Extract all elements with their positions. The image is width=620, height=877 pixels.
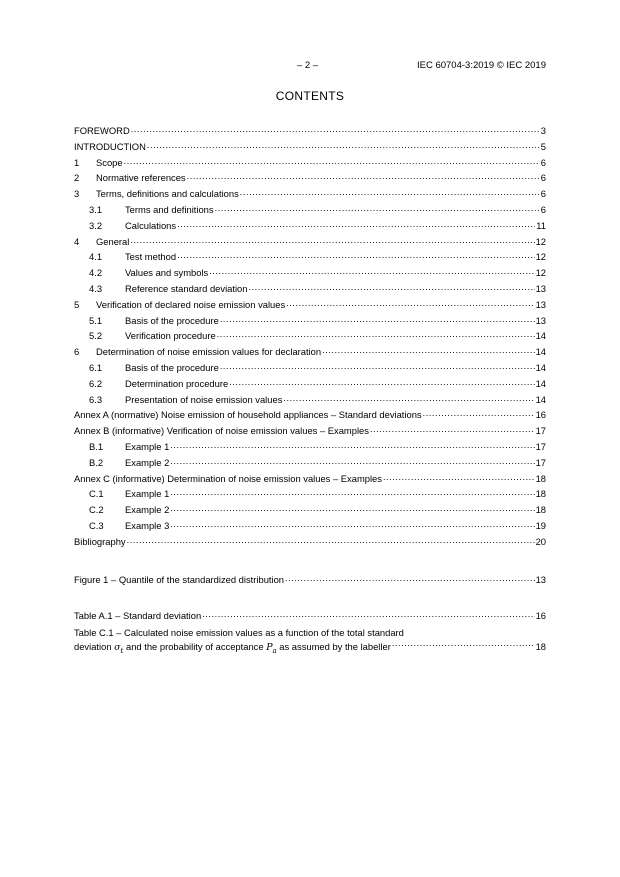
toc-entry-text: Terms and definitions	[125, 203, 214, 215]
toc-entry-page: 20	[535, 535, 546, 547]
leader-dots	[229, 376, 534, 387]
toc-entry-page: 14	[535, 393, 546, 405]
leader-dots	[127, 534, 535, 545]
toc-entry-number: 2	[74, 172, 80, 184]
toc-entry-page: 19	[535, 519, 546, 531]
leader-dots	[170, 455, 534, 466]
toc-entry-text: Terms, definitions and calculations	[96, 188, 239, 200]
toc-entry-text: Example 1	[125, 440, 170, 452]
toc-entry-number: 6.1	[89, 361, 103, 373]
toc-entry-number: 6.3	[89, 393, 103, 405]
list-of-tables	[74, 608, 546, 658]
toc-entry[interactable]	[74, 502, 546, 518]
sigma-symbol: σ	[114, 641, 121, 653]
toc-entry-number: 6.2	[89, 377, 103, 389]
text-fragment: as assumed by the labeller	[276, 640, 391, 652]
toc-entry[interactable]	[74, 344, 546, 360]
toc-entry-text: Figure 1 – Quantile of the standardized distribution	[74, 574, 285, 585]
leader-dots	[147, 139, 540, 150]
toc-entry-page: 13	[535, 298, 546, 310]
toc-entry-number: C.1	[89, 488, 104, 500]
toc-entry-text: Verification procedure	[125, 330, 216, 342]
toc-entry-text: Presentation of noise emission values	[125, 393, 283, 405]
toc-entry-number: 4	[74, 235, 80, 247]
toc-entry[interactable]	[74, 265, 546, 281]
toc-entry[interactable]	[74, 376, 546, 392]
toc-entry-page: 6	[540, 203, 546, 215]
toc-entry-text: Normative references	[96, 172, 186, 184]
leader-dots	[177, 218, 535, 229]
leader-dots	[177, 249, 534, 260]
toc-entry-text: Calculations	[125, 219, 177, 231]
leader-dots	[392, 639, 535, 650]
toc-entry-page: 18	[535, 504, 546, 516]
leader-dots	[220, 360, 535, 371]
toc-entry[interactable]	[74, 155, 546, 171]
toc-entry-table-a1[interactable]	[74, 608, 546, 624]
toc-entry-page: 14	[535, 377, 546, 389]
toc-entry-page: 14	[535, 330, 546, 342]
toc-entry[interactable]	[74, 392, 546, 408]
toc-entry-text: Example 1	[125, 488, 170, 500]
toc-entry-number: 3	[74, 188, 80, 200]
toc-entry-text: Scope	[96, 156, 123, 168]
toc-entry-number: 4.3	[89, 282, 103, 294]
leader-dots	[220, 313, 535, 324]
header-page-number: – 2 –	[297, 60, 319, 71]
toc-entry-number: 4.2	[89, 267, 103, 279]
toc-entry-page: 6	[540, 172, 546, 184]
page-title: CONTENTS	[275, 89, 345, 103]
toc-entry[interactable]	[74, 407, 546, 423]
leader-dots	[423, 407, 535, 418]
toc-entry-text: Values and symbols	[125, 267, 209, 279]
toc-entry[interactable]	[74, 313, 546, 329]
toc-entry-table-c1[interactable]	[74, 626, 546, 658]
leader-dots	[131, 123, 540, 134]
toc-entry-page: 6	[540, 188, 546, 200]
toc-entry[interactable]	[74, 170, 546, 186]
toc-entry-page: 5	[540, 140, 546, 152]
toc-entry[interactable]	[74, 328, 546, 344]
toc-entry[interactable]	[74, 218, 546, 234]
toc-entry-text: Reference standard deviation	[125, 282, 248, 294]
toc-entry-page: 17	[535, 456, 546, 468]
toc-entry-page: 13	[535, 574, 546, 585]
toc-entry-page: 16	[535, 409, 546, 421]
text-fragment: deviation	[74, 640, 115, 652]
toc-entry-page: 14	[535, 346, 546, 358]
toc-entry-text: Test method	[125, 251, 177, 263]
table-of-contents	[74, 123, 546, 550]
leader-dots	[202, 608, 534, 619]
leader-dots	[322, 344, 534, 355]
toc-entry-text: Table A.1 – Standard deviation	[74, 610, 202, 621]
toc-entry-text-line2	[74, 640, 391, 658]
toc-entry-text: Example 3	[125, 519, 170, 531]
toc-entry[interactable]	[74, 455, 546, 471]
subscript: a	[272, 646, 277, 655]
toc-entry-page: 18	[535, 472, 546, 484]
toc-entry-page: 12	[535, 235, 546, 247]
leader-dots	[215, 202, 540, 213]
toc-entry-text: Basis of the procedure	[125, 314, 219, 326]
toc-entry-text: Determination of noise emission values for declaration	[96, 346, 322, 358]
toc-entry-text: INTRODUCTION	[74, 140, 146, 152]
toc-entry-number: B.2	[89, 456, 104, 468]
toc-entry-text: Example 2	[125, 504, 170, 516]
toc-entry-text: General	[96, 235, 130, 247]
toc-entry[interactable]	[74, 234, 546, 250]
toc-entry-number: 3.2	[89, 219, 103, 231]
toc-entry[interactable]	[74, 486, 546, 502]
leader-dots	[170, 486, 534, 497]
header-document-id: IEC 60704-3:2019 © IEC 2019	[416, 60, 546, 71]
leader-dots	[209, 265, 534, 276]
toc-entry[interactable]	[74, 139, 546, 155]
toc-entry-page: 11	[536, 219, 546, 231]
toc-entry-page: 18	[535, 640, 546, 652]
leader-dots	[286, 297, 534, 308]
toc-entry-number: 5.2	[89, 330, 103, 342]
toc-entry[interactable]	[74, 249, 546, 265]
toc-entry-page: 12	[535, 251, 546, 263]
toc-entry-text: Annex C (informative) Determination of noise emission values – Examples	[74, 472, 382, 484]
toc-entry-number: 5	[74, 298, 80, 310]
toc-entry-text: Bibliography	[74, 535, 126, 547]
toc-entry-number: 3.1	[89, 203, 103, 215]
toc-entry-page: 14	[535, 361, 546, 373]
toc-entry-page: 13	[535, 282, 546, 294]
toc-entry[interactable]	[74, 423, 546, 439]
leader-dots	[170, 518, 534, 529]
toc-entry-text: FOREWORD	[74, 125, 130, 136]
toc-entry-text: Annex A (normative) Noise emission of household appliances – Standard deviations	[74, 409, 422, 421]
toc-entry-number: 4.1	[89, 251, 103, 263]
toc-entry-page: 18	[535, 488, 546, 500]
toc-entry-page: 12	[535, 267, 546, 279]
leader-dots	[124, 155, 540, 166]
toc-entry[interactable]	[74, 518, 546, 534]
toc-entry[interactable]	[74, 186, 546, 202]
toc-entry-text: Basis of the procedure	[125, 361, 219, 373]
toc-entry-number: C.3	[89, 519, 104, 531]
text-fragment: and the probability of acceptance	[123, 640, 267, 652]
leader-dots	[170, 502, 534, 513]
toc-entry[interactable]	[74, 572, 546, 588]
leader-dots	[240, 186, 540, 197]
leader-dots	[383, 471, 535, 482]
leader-dots	[217, 328, 535, 339]
toc-entry[interactable]	[74, 534, 546, 550]
leader-dots	[248, 281, 534, 292]
leader-dots	[187, 170, 540, 181]
toc-entry-number: C.2	[89, 504, 104, 516]
subscript: t	[120, 646, 124, 655]
toc-entry-text: Annex B (informative) Verification of noise emission values – Examples	[74, 425, 369, 437]
toc-entry-text: Verification of declared noise emission values	[96, 298, 286, 310]
leader-dots	[170, 439, 534, 450]
toc-entry-number: 1	[74, 156, 80, 168]
toc-entry[interactable]	[74, 123, 546, 139]
toc-entry-number: B.1	[89, 440, 104, 452]
toc-entry-page: 16	[535, 610, 546, 621]
p-symbol: P	[266, 641, 273, 653]
toc-entry[interactable]	[74, 471, 546, 487]
toc-entry-page: 13	[535, 314, 546, 326]
leader-dots	[370, 423, 535, 434]
toc-entry-page: 17	[535, 425, 546, 437]
leader-dots	[130, 234, 534, 245]
toc-entry[interactable]	[74, 202, 546, 218]
toc-entry[interactable]	[74, 439, 546, 455]
toc-entry-number: 6	[74, 346, 80, 358]
toc-entry-page: 6	[540, 156, 546, 168]
toc-entry-page: 3	[540, 125, 546, 136]
leader-dots	[283, 392, 534, 403]
toc-entry[interactable]	[74, 297, 546, 313]
toc-entry-text: Determination procedure	[125, 377, 229, 389]
toc-entry-page: 17	[535, 440, 546, 452]
toc-entry-text: Example 2	[125, 456, 170, 468]
leader-dots	[285, 572, 535, 583]
list-of-figures	[74, 572, 546, 588]
toc-entry-number: 5.1	[89, 314, 103, 326]
toc-entry[interactable]	[74, 281, 546, 297]
toc-entry-text-line1: Table C.1 – Calculated noise emission values as a function of the total standard	[74, 626, 404, 638]
toc-entry[interactable]	[74, 360, 546, 376]
